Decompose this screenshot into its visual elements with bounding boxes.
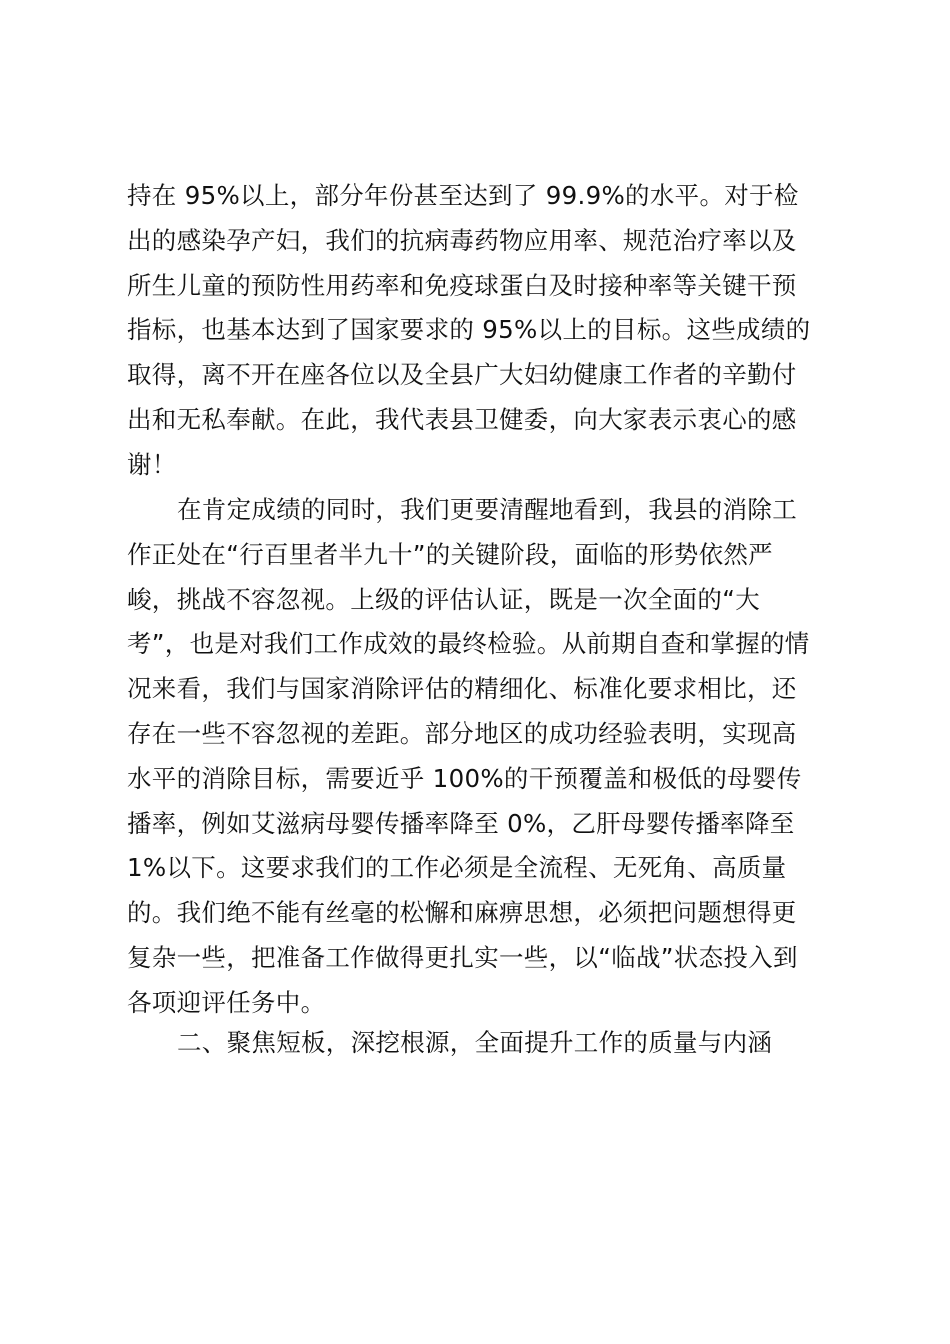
text-line: 1%以下。这要求我们的工作必须是全流程、无死角、高质量 xyxy=(127,853,787,883)
text-line: 存在一些不容忽视的差距。部分地区的成功经验表明，实现高 xyxy=(127,718,797,748)
text-line: 出的感染孕产妇，我们的抗病毒药物应用率、规范治疗率以及 xyxy=(127,225,797,255)
paragraph-challenges xyxy=(127,488,837,1026)
text-line: 持在 95%以上，部分年份甚至达到了 99.9%的水平。对于检 xyxy=(127,181,799,210)
text-line: 考”，也是对我们工作成效的最终检验。从前期自查和掌握的情 xyxy=(127,629,810,659)
text-line: 播率，例如艾滋病母婴传播率降至 0%，乙肝母婴传播率降至 xyxy=(127,808,795,838)
text-line: 作正处在“行百里者半九十”的关键阶段，面临的形势依然严 xyxy=(127,539,773,569)
text-line-first: 在肯定成绩的同时，我们更要清醒地看到，我县的消除工 xyxy=(177,495,797,524)
text-line: 复杂一些，把准备工作做得更扎实一些，以“临战”状态投入到 xyxy=(127,942,798,972)
text-line: 况来看，我们与国家消除评估的精细化、标准化要求相比，还 xyxy=(127,674,797,704)
text-line: 取得，离不开在座各位以及全县广大妇幼健康工作者的辛勤付 xyxy=(127,360,797,390)
text-line: 指标，也基本达到了国家要求的 95%以上的目标。这些成绩的 xyxy=(127,315,811,345)
text-line: 的。我们绝不能有丝毫的松懈和麻痹思想，必须把问题想得更 xyxy=(127,898,797,928)
text-line: 谢！ xyxy=(127,449,177,479)
text-line: 峻，挑战不容忽视。上级的评估认证，既是一次全面的“大 xyxy=(127,584,760,614)
section-heading xyxy=(127,1021,837,1066)
text-line: 各项迎评任务中。 xyxy=(127,987,326,1017)
section-heading-text: 二、聚焦短板，深挖根源，全面提升工作的质量与内涵 xyxy=(177,1028,773,1057)
text-line: 水平的消除目标，需要近乎 100%的干预覆盖和极低的母婴传 xyxy=(127,763,802,793)
text-line: 所生儿童的预防性用药率和免疫球蛋白及时接种率等关键干预 xyxy=(127,270,797,300)
text-line: 出和无私奉献。在此，我代表县卫健委，向大家表示衷心的感 xyxy=(127,404,797,434)
paragraph-achievements xyxy=(127,174,837,488)
